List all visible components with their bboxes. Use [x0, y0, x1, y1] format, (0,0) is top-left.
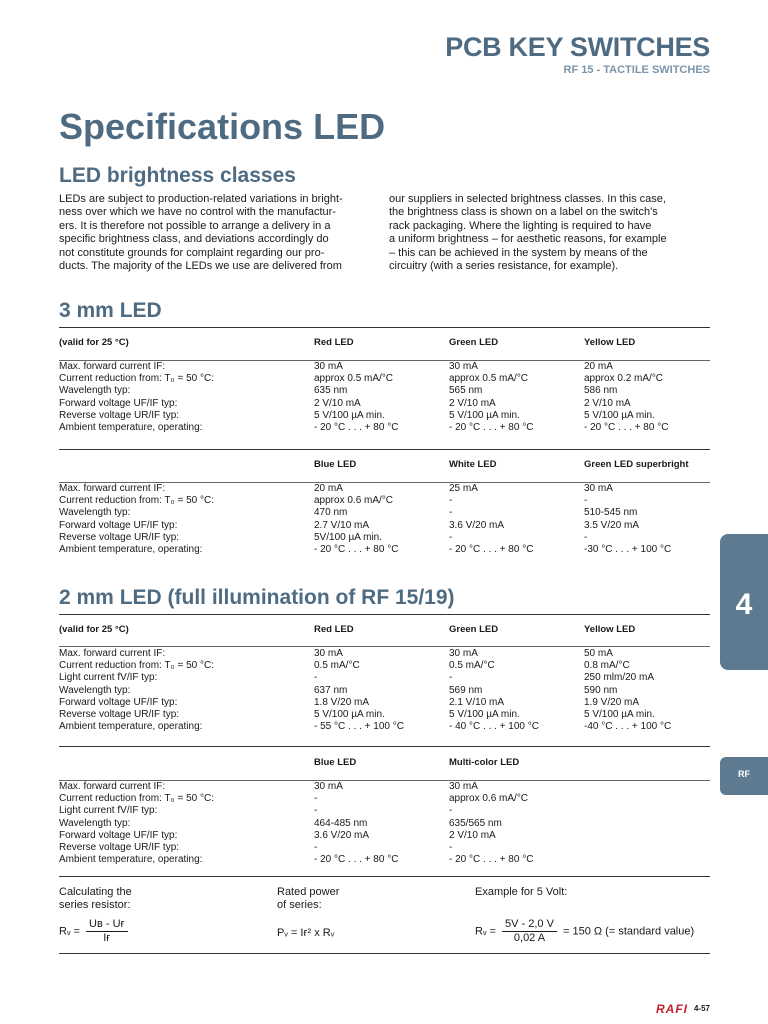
column-header: White LED	[449, 459, 497, 470]
table-cell: 3.5 V/20 mA	[584, 519, 640, 531]
formula-resistor	[59, 918, 131, 945]
column-header: (valid for 25 °C)	[59, 337, 129, 348]
table-header-row	[59, 624, 710, 636]
divider	[59, 746, 710, 747]
table-cell: 3.6 V/20 mA	[314, 829, 370, 841]
table-row	[59, 398, 710, 410]
table-row	[59, 781, 710, 793]
table-cell: 30 mA	[314, 648, 343, 659]
calc-col2-line1: Rated power	[277, 886, 340, 898]
table-row	[59, 672, 710, 684]
page-title: Specifications LED	[59, 106, 386, 147]
table-cell: 2.1 V/10 mA	[449, 696, 505, 708]
table-cell: 1.9 V/20 mA	[584, 696, 640, 708]
table-cell: - 20 °C . . . + 80 °C	[584, 421, 669, 433]
formula-example-numerator: 5V - 2,0 V	[502, 918, 557, 932]
formula-resistor-denominator: Iғ	[103, 932, 111, 944]
table-cell: -	[449, 805, 453, 817]
table-cell: Current reduction from: T₀ = 50 °C:	[59, 373, 214, 385]
table-row	[59, 373, 710, 385]
table-cell: 5 V/100 µA min.	[584, 409, 655, 421]
table-cell: 2 V/10 mA	[584, 397, 631, 409]
table-cell: Ambient temperature, operating:	[59, 854, 203, 866]
formula-example-denominator: 0,02 A	[513, 932, 546, 944]
table-cell: 586 nm	[584, 385, 618, 397]
footer	[656, 1002, 710, 1016]
table-cell: 569 nm	[449, 684, 483, 696]
table-row	[59, 520, 710, 532]
text-line: ness over which we have no control with the manufactur-	[59, 206, 336, 219]
table-cell: - 20 °C . . . + 80 °C	[314, 421, 399, 433]
formula-power: Pᵥ = Iғ² x Rᵥ	[277, 927, 335, 939]
table-cell: 2 V/10 mA	[314, 397, 361, 409]
divider	[59, 482, 710, 483]
column-header: (valid for 25 °C)	[59, 624, 129, 635]
table-row	[59, 410, 710, 422]
table-row	[59, 495, 710, 507]
formula-example	[475, 918, 694, 945]
table-header-row	[59, 757, 710, 769]
calc-col3-label	[475, 886, 567, 899]
table-row	[59, 709, 710, 721]
table-cell: -	[584, 531, 588, 543]
table-cell: -	[314, 672, 318, 684]
table-row	[59, 697, 710, 709]
formula-example-result: = 150 Ω (= standard value)	[563, 925, 695, 938]
table-cell: Max. forward current IF:	[59, 361, 166, 372]
column-header: Multi-color LED	[449, 757, 520, 768]
led2-table-1	[59, 624, 710, 733]
table-cell: Current reduction from: T₀ = 50 °C:	[59, 660, 214, 672]
table-cell: 637 nm	[314, 684, 348, 696]
brightness-heading: LED brightness classes	[59, 164, 296, 187]
text-line: – this can be achieved in the system by means of the	[389, 246, 648, 259]
led3-table-2	[59, 459, 710, 556]
table-cell: Ambient temperature, operating:	[59, 421, 203, 433]
table-cell: - 55 °C . . . + 100 °C	[314, 721, 404, 733]
table-cell: 510-545 nm	[584, 507, 638, 519]
table-row	[59, 544, 710, 556]
column-header: Red LED	[314, 624, 354, 635]
table-cell: 25 mA	[449, 483, 478, 494]
divider	[59, 646, 710, 647]
column-header: Blue LED	[314, 757, 357, 768]
text-line: specific brightness class, and deviations accordingly do	[59, 233, 329, 246]
table-row	[59, 854, 710, 866]
table-cell: 2 V/10 mA	[449, 829, 496, 841]
table-cell: 470 nm	[314, 507, 348, 519]
table-cell: -	[584, 495, 588, 507]
formula-resistor-numerator: Uʙ - Uғ	[86, 918, 128, 932]
table-cell: 30 mA	[314, 781, 343, 792]
section-tab-rf[interactable]	[720, 757, 768, 795]
column-header: Green LED	[449, 624, 499, 635]
table-cell: 565 nm	[449, 385, 483, 397]
table-cell: Current reduction from: T₀ = 50 °C:	[59, 495, 214, 507]
table-row	[59, 830, 710, 842]
led3-heading: 3 mm LED	[59, 299, 162, 322]
table-cell: 250 mlm/20 mA	[584, 672, 655, 684]
table-cell: -	[314, 805, 318, 817]
table-cell: 1.8 V/20 mA	[314, 696, 370, 708]
table-cell: 20 mA	[314, 483, 343, 494]
table-cell: -30 °C . . . + 100 °C	[584, 543, 672, 555]
table-cell: Ambient temperature, operating:	[59, 721, 203, 733]
table-cell: Light current fV/IF typ:	[59, 805, 158, 817]
text-line: our suppliers in selected brightness classes. In this case,	[389, 193, 666, 205]
table-row	[59, 507, 710, 519]
formula-resistor-fraction	[86, 918, 128, 945]
table-cell: 0.5 mA/°C	[314, 660, 360, 672]
calc-col1-line1: Calculating the	[59, 886, 132, 898]
table-cell: -	[449, 507, 453, 519]
table-cell: -	[449, 495, 453, 507]
table-cell: 5 V/100 µA min.	[314, 409, 385, 421]
chapter-tab[interactable]	[720, 534, 768, 670]
table-row	[59, 842, 710, 854]
table-cell: Reverse voltage UR/IF typ:	[59, 708, 180, 720]
table-cell: Forward voltage UF/IF typ:	[59, 519, 178, 531]
table-cell: Ambient temperature, operating:	[59, 543, 203, 555]
table-cell: Wavelength typ:	[59, 684, 131, 696]
table-cell: approx 0.6 mA/°C	[449, 793, 529, 805]
formula-example-lhs: Rᵥ =	[475, 925, 496, 938]
table-cell: 30 mA	[584, 483, 613, 494]
divider	[59, 360, 710, 361]
table-cell: - 40 °C . . . + 100 °C	[449, 721, 539, 733]
table-cell: Reverse voltage UR/IF typ:	[59, 409, 180, 421]
table-cell: - 20 °C . . . + 80 °C	[314, 854, 399, 866]
table-cell: -	[314, 841, 318, 853]
chapter-tab-label: 4	[735, 588, 753, 621]
led2-heading: 2 mm LED (full illumination of RF 15/19)	[59, 586, 455, 609]
table-cell: -	[449, 841, 453, 853]
table-cell: Max. forward current IF:	[59, 648, 166, 659]
table-cell: Wavelength typ:	[59, 817, 131, 829]
table-cell: Current reduction from: T₀ = 50 °C:	[59, 793, 214, 805]
text-line: ers. It is therefore not possible to arrange a delivery in a	[59, 219, 331, 232]
table-cell: approx 0.6 mA/°C	[314, 495, 394, 507]
formula-example-fraction	[502, 918, 557, 945]
table-row	[59, 361, 710, 373]
text-line: circuitry (with a series resistance, for example).	[389, 260, 619, 273]
table-cell: 590 nm	[584, 684, 618, 696]
table-cell: -40 °C . . . + 100 °C	[584, 721, 672, 733]
table-cell: 5V/100 µA min.	[314, 531, 383, 543]
table-row	[59, 483, 710, 495]
divider	[59, 614, 710, 615]
text-line: not constitute grounds for complaint regarding our pro-	[59, 246, 325, 259]
table-cell: - 20 °C . . . + 80 °C	[314, 543, 399, 555]
table-cell: 5 V/100 µA min.	[584, 708, 655, 720]
brightness-text-left	[59, 193, 377, 273]
table-row	[59, 685, 710, 697]
table-cell: -	[314, 793, 318, 805]
text-line: a uniform brightness – for aesthetic reasons, for example	[389, 233, 667, 246]
table-row	[59, 660, 710, 672]
rafi-logo: RAFI	[655, 1002, 688, 1016]
divider	[59, 953, 710, 954]
table-cell: Max. forward current IF:	[59, 483, 166, 494]
table-cell: 2.7 V/10 mA	[314, 519, 370, 531]
table-cell: Wavelength typ:	[59, 385, 131, 397]
table-cell: - 20 °C . . . + 80 °C	[449, 421, 534, 433]
column-header: Yellow LED	[584, 337, 636, 348]
page-number: 4-57	[693, 1004, 710, 1014]
table-row	[59, 422, 710, 434]
formula-resistor-lhs: Rᵥ =	[59, 925, 80, 938]
table-row	[59, 818, 710, 830]
table-header-row	[59, 459, 710, 471]
column-header: Green LED	[449, 337, 499, 348]
text-line: the brightness class is shown on a label on the switch's	[389, 206, 658, 219]
table-cell: 30 mA	[449, 781, 478, 792]
table-row	[59, 793, 710, 805]
calc-col2-line2: of series:	[277, 899, 322, 911]
table-header-row	[59, 337, 710, 349]
table-cell: 30 mA	[449, 361, 478, 372]
table-cell: 0.5 mA/°C	[449, 660, 495, 672]
column-header: Red LED	[314, 337, 354, 348]
header-title: PCB KEY SWITCHES	[445, 32, 710, 62]
table-cell: 3.6 V/20 mA	[449, 519, 505, 531]
table-cell: 5 V/100 µA min.	[449, 409, 520, 421]
column-header: Blue LED	[314, 459, 357, 470]
divider	[59, 780, 710, 781]
table-cell: 50 mA	[584, 648, 613, 659]
table-cell: 2 V/10 mA	[449, 397, 496, 409]
table-cell: approx 0.5 mA/°C	[449, 373, 529, 385]
led2-table-2	[59, 757, 710, 866]
calc-col2-label	[277, 886, 339, 912]
table-cell: - 20 °C . . . + 80 °C	[449, 854, 534, 866]
text-line: rack packaging. Where the lighting is required to have	[389, 219, 652, 232]
table-cell: Wavelength typ:	[59, 507, 131, 519]
table-cell: 635/565 nm	[449, 817, 502, 829]
column-header: Green LED superbright	[584, 459, 689, 470]
table-row	[59, 721, 710, 733]
table-cell: Forward voltage UF/IF typ:	[59, 397, 178, 409]
brightness-text-right	[389, 193, 707, 273]
calc-col3-line1: Example for 5 Volt:	[475, 886, 568, 898]
table-cell: 635 nm	[314, 385, 348, 397]
table-cell: approx 0.5 mA/°C	[314, 373, 394, 385]
table-cell: -	[449, 672, 453, 684]
table-cell: 30 mA	[314, 361, 343, 372]
table-row	[59, 648, 710, 660]
calc-col1-label	[59, 886, 132, 912]
text-line: ducts. The majority of the LEDs we use are delivered from	[59, 260, 342, 273]
table-cell: Forward voltage UF/IF typ:	[59, 829, 178, 841]
table-cell: approx 0.2 mA/°C	[584, 373, 664, 385]
divider	[59, 449, 710, 450]
text-line: LEDs are subject to production-related variations in bright-	[59, 193, 343, 205]
table-row	[59, 805, 710, 817]
table-cell: Forward voltage UF/IF typ:	[59, 696, 178, 708]
table-cell: -	[449, 531, 453, 543]
table-cell: 30 mA	[449, 648, 478, 659]
table-cell: Reverse voltage UR/IF typ:	[59, 531, 180, 543]
calc-col1-line2: series resistor:	[59, 899, 131, 911]
table-cell: Reverse voltage UR/IF typ:	[59, 841, 180, 853]
header-subtitle: RF 15 - TACTILE SWITCHES	[563, 64, 710, 76]
table-row	[59, 385, 710, 397]
table-cell: - 20 °C . . . + 80 °C	[449, 543, 534, 555]
table-cell: 5 V/100 µA min.	[449, 708, 520, 720]
table-cell: 464-485 nm	[314, 817, 368, 829]
table-row	[59, 532, 710, 544]
table-cell: Max. forward current IF:	[59, 781, 166, 792]
led3-table-1	[59, 337, 710, 434]
divider	[59, 876, 710, 877]
table-cell: 5 V/100 µA min.	[314, 708, 385, 720]
column-header: Yellow LED	[584, 624, 636, 635]
divider	[59, 327, 710, 328]
section-tab-label: RF	[738, 769, 750, 779]
table-cell: Light current fV/IF typ:	[59, 672, 158, 684]
table-cell: 20 mA	[584, 361, 613, 372]
table-cell: 0.8 mA/°C	[584, 660, 630, 672]
